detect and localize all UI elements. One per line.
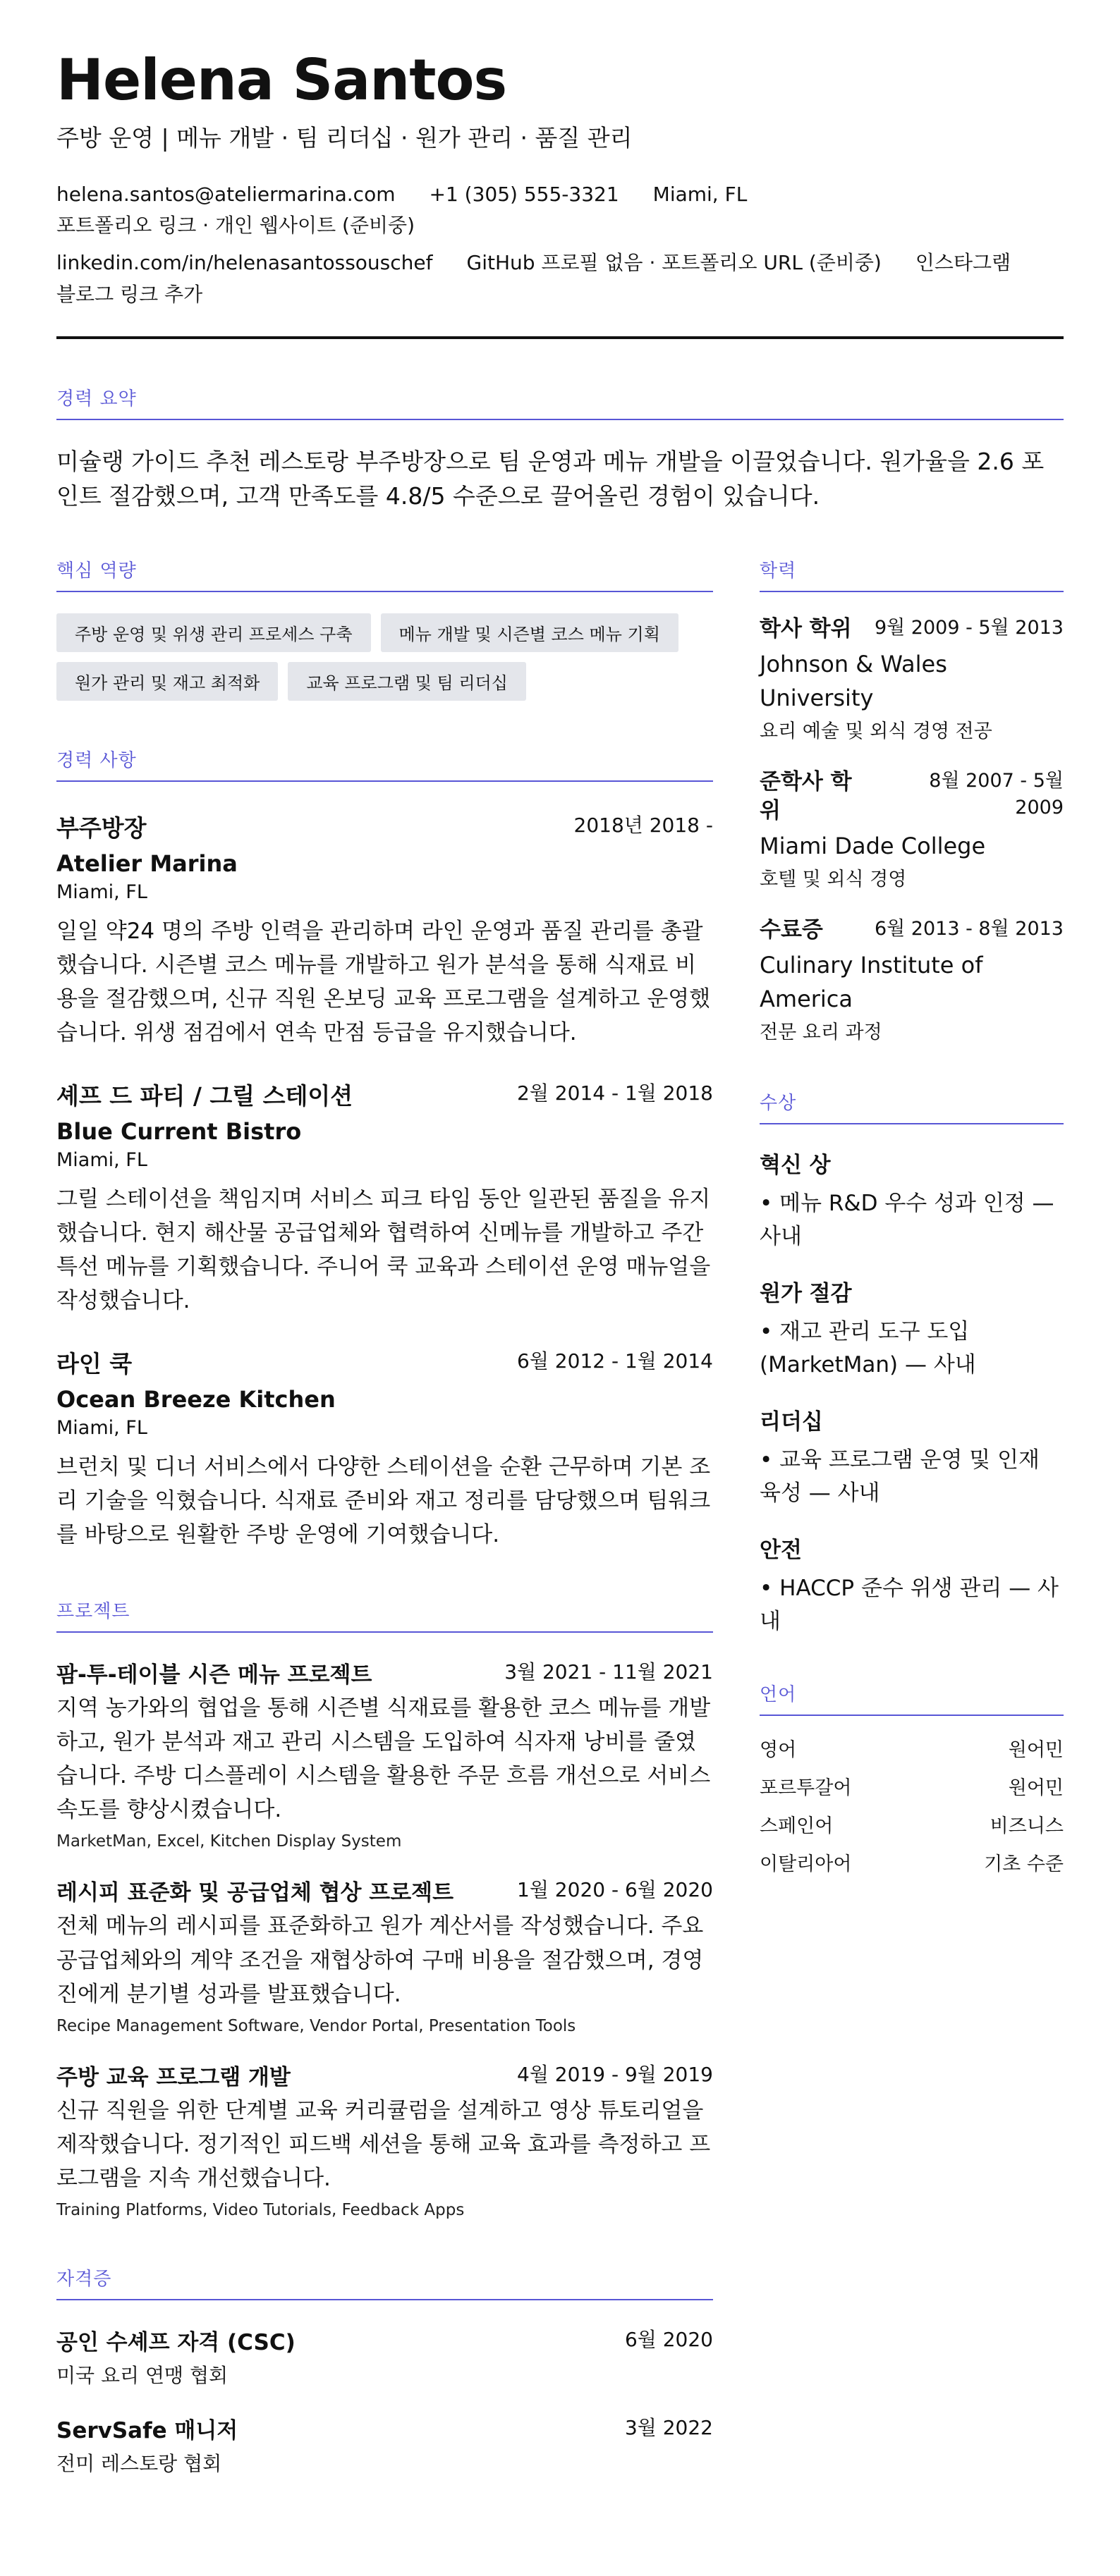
job-location: Miami, FL (56, 1417, 147, 1440)
education-degree: 학사 학위 (760, 615, 852, 642)
project-tools: Recipe Management Software, Vendor Portal, Presentation Tools (56, 2016, 576, 2035)
project-title: 주방 교육 프로그램 개발 (56, 2064, 291, 2090)
project-tools: Training Platforms, Video Tutorials, Feedback Apps (56, 2200, 465, 2219)
languages-title: 언어 (760, 1684, 797, 1706)
job-entry (56, 1346, 713, 1552)
header-divider (56, 336, 1064, 339)
headline: 주방 운영 | 메뉴 개발 · 팀 리더십 · 원가 관리 · 품질 관리 (56, 124, 633, 152)
language-level: 원어민 (1008, 1777, 1064, 1800)
language-row (760, 1770, 1064, 1808)
award-description: • 재고 관리 도구 도입 (MarketMan) — 사내 (760, 1319, 976, 1378)
linkedin-link[interactable]: linkedin.com/in/helenasantossouschef (56, 251, 433, 275)
summary-section (56, 384, 1064, 514)
job-entry (56, 810, 713, 1050)
award-entry (760, 1275, 1064, 1381)
section-divider (760, 1715, 1064, 1716)
summary-title: 경력 요약 (56, 388, 137, 410)
project-entry (56, 2059, 713, 2219)
language-level: 원어민 (1008, 1739, 1064, 1762)
certification-issuer: 전미 레스토랑 협회 (56, 2451, 222, 2475)
project-title: 팜-투-테이블 시즌 메뉴 프로젝트 (56, 1662, 372, 1688)
award-description: • 메뉴 R&D 우수 성과 인정 — 사내 (760, 1191, 1054, 1249)
project-description: 지역 농가와의 협업을 통해 시즌별 식재료를 활용한 코스 메뉴를 개발하고, 원가 분석과 재고 관리 시스템을 도입하여 식자재 낭비를 줄였습니다. 주방 디스플레이 시스템을 활용한 주문 흐름 개선으로 서비스 속도를 향상시켰습니다. (56, 1695, 711, 1823)
education-date: 6월 2013 - 8월 2013 (874, 917, 1064, 940)
certification-title: ServSafe 매니저 (56, 2417, 238, 2443)
award-title: 원가 절감 (760, 1281, 852, 1307)
education-entry (760, 615, 1064, 745)
skill-tag: 주방 운영 및 위생 관리 프로세스 구축 (56, 613, 371, 652)
job-description: 그릴 스테이션을 책임지며 서비스 피크 타임 동안 일관된 품질을 유지했습니다. 현지 해산물 공급업체와 협력하여 신메뉴를 개발하고 주간 특선 메뉴를 기획했습니다. 주니어 쿡 교육과 스테이션 운영 매뉴얼을 작성했습니다. (56, 1186, 711, 1314)
education-school: Johnson & Wales University (760, 651, 947, 712)
project-tools: MarketMan, Excel, Kitchen Display System (56, 1832, 402, 1851)
section-divider (56, 591, 713, 592)
skills-title: 핵심 역량 (56, 560, 137, 582)
education-field: 호텔 및 외식 경영 (760, 868, 907, 890)
award-title: 혁신 상 (760, 1153, 831, 1179)
certification-issuer: 미국 요리 연맹 협회 (56, 2363, 229, 2387)
experience-title: 경력 사항 (56, 749, 137, 771)
project-description: 신규 직원을 위한 단계별 교육 커리큘럼을 설계하고 영상 튜토리얼을 제작했습니다. 정기적인 피드백 세션을 통해 교육 효과를 측정하고 프로그램을 지속 개선했습니다. (56, 2097, 711, 2191)
award-entry (760, 1404, 1064, 1509)
location: Miami, FL (652, 182, 748, 206)
job-description: 일일 약24 명의 주방 인력을 관리하며 라인 운영과 품질 관리를 총괄했습니다. 시즌별 코스 메뉴를 개발하고 원가 분석을 통해 식재료 비용을 절감했으며, 신규 직원 온보딩 교육 프로그램을 설계하고 운영했습니다. 위생 점검에서 연속 만점 등급을 유지했습니다. (56, 918, 711, 1045)
language-row (760, 1846, 1064, 1884)
education-field: 요리 예술 및 외식 경영 전공 (760, 720, 992, 743)
candidate-name: Helena Santos (56, 47, 507, 113)
education-degree: 준학사 학위 (760, 769, 852, 823)
language-name: 포르투갈어 (760, 1777, 852, 1800)
education-field: 전문 요리 과정 (760, 1022, 882, 1044)
education-date: 9월 2009 - 5월 2013 (874, 616, 1064, 639)
portfolio-link[interactable]: 포트폴리오 링크 · 개인 웹사이트 (준비중) (56, 214, 415, 238)
instagram-link[interactable]: 인스타그램 (915, 251, 1011, 275)
language-name: 영어 (760, 1739, 797, 1762)
education-school: Miami Dade College (760, 832, 986, 859)
language-level: 기초 수준 (984, 1853, 1064, 1876)
right-column (760, 556, 1064, 2477)
section-divider (56, 419, 1064, 420)
certification-entry (56, 2324, 713, 2388)
award-description: • HACCP 준수 위생 관리 — 사내 (760, 1576, 1059, 1634)
section-divider (760, 591, 1064, 592)
skill-tag: 교육 프로그램 및 팀 리더십 (288, 662, 526, 701)
education-section (760, 556, 1064, 1047)
job-title: 라인 쿡 (56, 1350, 133, 1378)
job-title: 셰프 드 파티 / 그릴 스테이션 (56, 1081, 353, 1110)
project-description: 전체 메뉴의 레시피를 표준화하고 원가 계산서를 작성했습니다. 주요 공급업체와의 계약 조건을 재협상하여 구매 비용을 절감했으며, 경영진에게 분기별 성과를 발표했습니다. (56, 1913, 704, 2007)
languages-section (760, 1680, 1064, 1884)
job-date: 2월 2014 - 1월 2018 (517, 1081, 713, 1105)
certification-date: 6월 2020 (624, 2327, 713, 2351)
phone-number[interactable]: +1 (305) 555-3321 (429, 182, 619, 206)
section-divider (56, 2299, 713, 2300)
project-entry (56, 1875, 713, 2035)
contact-row-1 (56, 179, 1064, 243)
language-row (760, 1808, 1064, 1846)
certification-date: 3월 2022 (624, 2415, 713, 2439)
project-entry (56, 1657, 713, 1851)
language-level: 비즈니스 (990, 1815, 1064, 1838)
job-company: Blue Current Bistro (56, 1117, 302, 1145)
skill-tag: 원가 관리 및 재고 최적화 (56, 662, 278, 701)
certification-title: 공인 수셰프 자격 (CSC) (56, 2329, 296, 2355)
left-column (56, 556, 713, 2477)
job-description: 브런치 및 디너 서비스에서 다양한 스테이션을 순환 근무하며 기본 조리 기술을 익혔습니다. 식재료 준비와 재고 정리를 담당했으며 팀워크를 바탕으로 원활한 주방 운영에 기여했습니다. (56, 1454, 711, 1548)
section-divider (56, 780, 713, 782)
job-entry (56, 1078, 713, 1318)
project-title: 레시피 표준화 및 공급업체 협상 프로젝트 (56, 1880, 454, 1906)
education-date: 8월 2007 - 5월 2009 (929, 770, 1064, 819)
job-location: Miami, FL (56, 1148, 147, 1171)
job-title: 부주방장 (56, 814, 147, 842)
github-link[interactable]: GitHub 프로필 없음 · 포트폴리오 URL (준비중) (466, 251, 882, 275)
certifications-title: 자격증 (56, 2268, 112, 2290)
language-row (760, 1731, 1064, 1770)
section-divider (56, 1631, 713, 1633)
contact-row-2 (56, 247, 1064, 311)
award-entry (760, 1147, 1064, 1253)
award-description: • 교육 프로그램 운영 및 인재 육성 — 사내 (760, 1447, 1040, 1506)
certification-entry (56, 2412, 713, 2477)
blog-link[interactable]: 블로그 링크 추가 (56, 282, 203, 306)
project-date: 3월 2021 - 11월 2021 (504, 1660, 713, 1684)
skill-tag: 메뉴 개발 및 시즌별 코스 메뉴 기획 (381, 613, 678, 652)
awards-section (760, 1088, 1064, 1638)
project-date: 1월 2020 - 6월 2020 (517, 1878, 713, 1902)
education-entry (760, 916, 1064, 1046)
certifications-section (56, 2264, 713, 2477)
projects-section (56, 1597, 713, 2219)
projects-title: 프로젝트 (56, 1601, 130, 1623)
experience-section (56, 746, 713, 1552)
job-company: Ocean Breeze Kitchen (56, 1386, 336, 1413)
skills-section (56, 556, 713, 701)
email-link[interactable]: helena.santos@ateliermarina.com (56, 182, 396, 206)
awards-title: 수상 (760, 1093, 797, 1115)
section-divider (760, 1123, 1064, 1124)
award-entry (760, 1532, 1064, 1638)
education-school: Culinary Institute of America (760, 952, 983, 1013)
job-location: Miami, FL (56, 881, 147, 903)
job-date: 6월 2012 - 1월 2014 (517, 1349, 713, 1373)
award-title: 안전 (760, 1538, 802, 1564)
job-company: Atelier Marina (56, 850, 238, 877)
education-title: 학력 (760, 560, 797, 582)
language-name: 스페인어 (760, 1815, 834, 1838)
education-entry (760, 768, 1064, 893)
job-date: 2018년 2018 - (573, 813, 713, 837)
two-column-layout (56, 556, 1064, 2477)
summary-text: 미슐랭 가이드 추천 레스토랑 부주방장으로 팀 운영과 메뉴 개발을 이끌었습니다. 원가율을 2.6 포인트 절감했으며, 고객 만족도를 4.8/5 수준으로 끌어올린 경험이 있습니다. (56, 447, 1045, 510)
language-name: 이탈리아어 (760, 1853, 852, 1876)
education-degree: 수료증 (760, 916, 823, 943)
skill-tags (56, 613, 713, 701)
award-title: 리더십 (760, 1409, 823, 1435)
language-list (760, 1731, 1064, 1884)
project-date: 4월 2019 - 9월 2019 (517, 2062, 713, 2086)
